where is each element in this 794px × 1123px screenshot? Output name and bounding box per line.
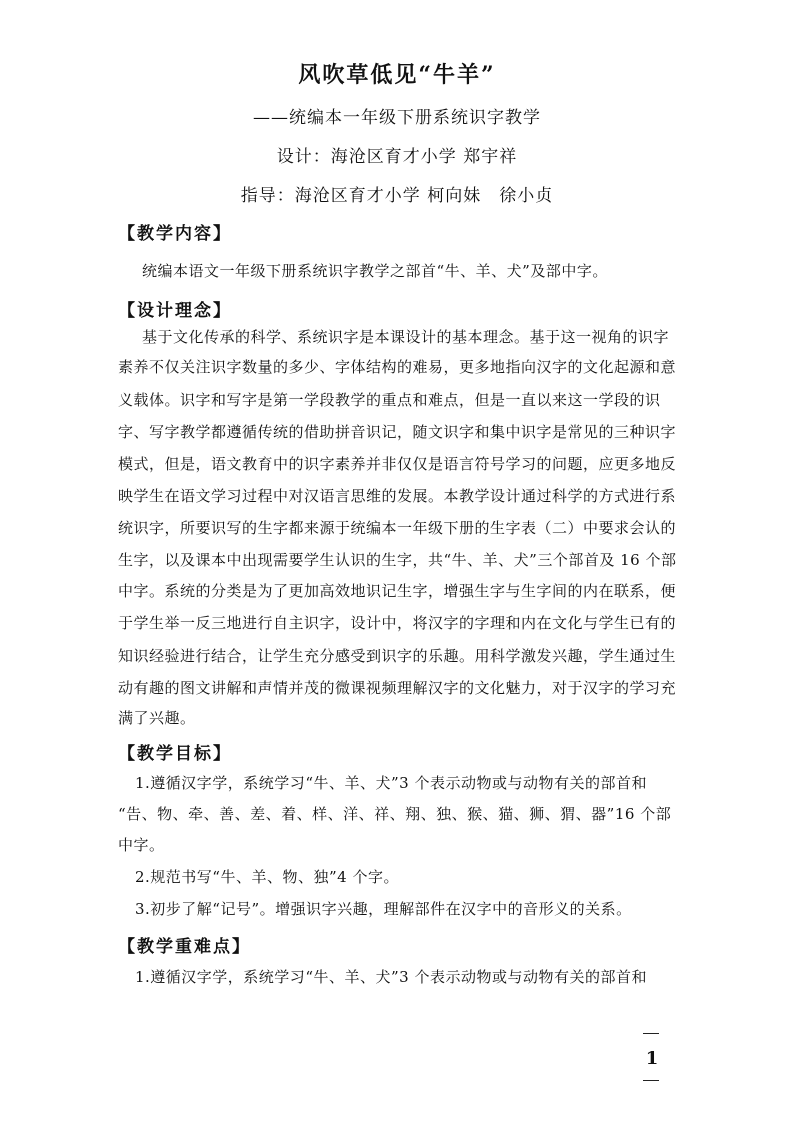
concept-line: 中字。系统的分类是为了更加高效地识记生字，增强生字与生字间的内在联系，便 [118, 582, 677, 600]
key-point-item: 1.遵循汉字学，系统学习“牛、羊、犬”3 个表示动物或与动物有关的部首和 [135, 968, 647, 986]
page-number-rule-bottom [643, 1080, 659, 1081]
concept-heading: 【设计理念】 [118, 301, 232, 321]
goal-item-continued: “告、物、牵、善、差、着、样、洋、祥、翔、独、猴、猫、狮、猬、器”16 个部 [118, 805, 672, 823]
concept-line: 素养不仅关注识字数量的多少、字体结构的难易，更多地指向汉字的文化起源和意 [118, 358, 677, 376]
goals-heading: 【教学目标】 [118, 744, 232, 764]
goal-item: 1.遵循汉字学，系统学习“牛、羊、犬”3 个表示动物或与动物有关的部首和 [135, 774, 647, 792]
document-title: 风吹草低见“牛羊” [298, 62, 496, 88]
document-subtitle: ——统编本一年级下册系统识字教学 [253, 108, 541, 128]
concept-line: 统识字，所要识写的生字都来源于统编本一年级下册的生字表（二）中要求会认的 [118, 519, 677, 537]
page-number: 1 [645, 1048, 659, 1069]
content-heading: 【教学内容】 [118, 224, 232, 244]
concept-line: 基于文化传承的科学、系统识字是本课设计的基本理念。基于这一视角的识字 [142, 328, 670, 346]
page-number-rule-top [643, 1033, 659, 1034]
concept-line: 字、写字教学都遵循传统的借助拼音识记，随文识字和集中识字是常见的三种识字 [118, 423, 677, 441]
concept-line: 生字，以及课本中出现需要学生认识的生字，共“牛、羊、犬”三个部首及 16 个部 [118, 551, 677, 569]
concept-line: 知识经验进行结合，让学生充分感受到识字的乐趣。用科学激发兴趣，学生通过生 [118, 647, 677, 665]
goal-item: 3.初步了解“记号”。增强识字兴趣，理解部件在汉字中的音形义的关系。 [135, 900, 632, 918]
key-points-heading: 【教学重难点】 [118, 937, 251, 957]
concept-line: 义载体。识字和写字是第一学段教学的重点和难点，但是一直以来这一学段的识 [118, 391, 661, 409]
advisor-credit: 指导：海沧区育才小学 柯向妹 徐小贞 [240, 186, 554, 206]
goal-item-continued: 中字。 [118, 836, 165, 854]
designer-credit: 设计：海沧区育才小学 郑宇祥 [276, 147, 518, 167]
concept-line: 满了兴趣。 [118, 709, 196, 727]
concept-line: 映学生在语文学习过程中对汉语言思维的发展。本教学设计通过科学的方式进行系 [118, 487, 677, 505]
content-text: 统编本语文一年级下册系统识字教学之部首“牛、羊、犬”及部中字。 [142, 262, 608, 280]
concept-line: 动有趣的图文讲解和声情并茂的微课视频理解汉字的文化魅力，对于汉字的学习充 [118, 679, 677, 697]
concept-line: 模式，但是，语文教育中的识字素养并非仅仅是语言符号学习的问题，应更多地反 [118, 455, 677, 473]
concept-line: 于学生举一反三地进行自主识字，设计中，将汉字的字理和内在文化与学生已有的 [118, 614, 677, 632]
goal-item: 2.规范书写“牛、羊、物、独”4 个字。 [135, 868, 399, 886]
